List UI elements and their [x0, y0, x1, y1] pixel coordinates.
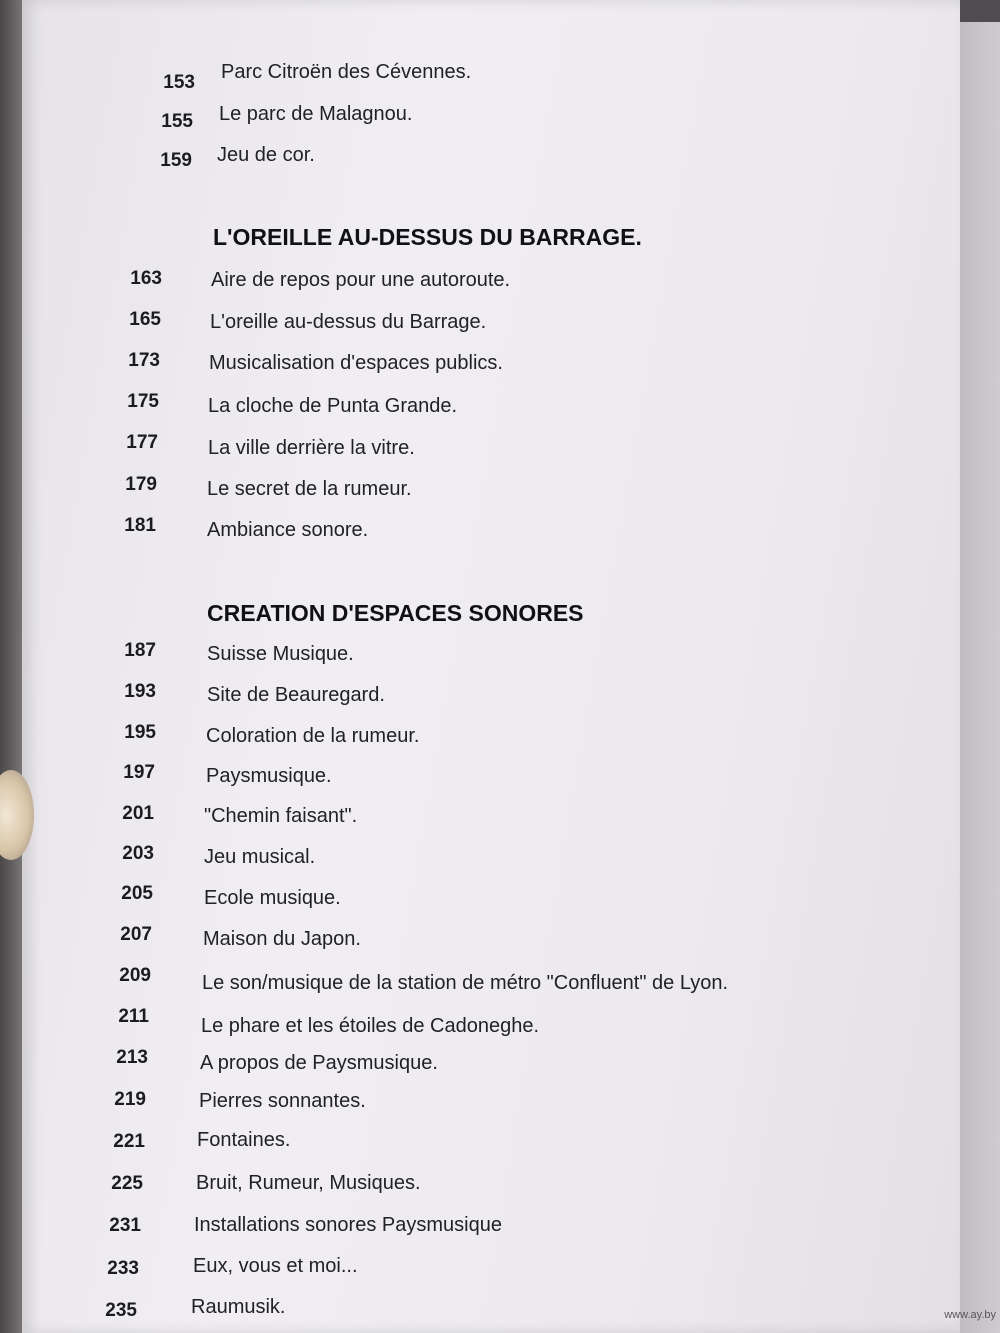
toc-page-number: 195: [124, 722, 156, 743]
toc-page-number: 179: [125, 474, 157, 495]
toc-entry-title: Le parc de Malagnou.: [219, 103, 413, 125]
toc-entry-title: Le son/musique de la station de métro "Confluent" de Lyon.: [202, 972, 729, 994]
toc-page-number: 203: [122, 843, 154, 864]
toc-page-number: 233: [107, 1258, 139, 1279]
toc-page-number: 153: [163, 72, 195, 93]
toc-entry-title: Le phare et les étoiles de Cadoneghe.: [201, 1015, 540, 1037]
toc-entry-title: Paysmusique.: [206, 765, 332, 787]
toc-page-number: 235: [105, 1300, 137, 1321]
toc-entry-title: La cloche de Punta Grande.: [208, 395, 458, 417]
toc-page-number: 225: [111, 1173, 143, 1194]
toc-entry-title: Jeu de cor.: [217, 144, 315, 166]
toc-entry-title: Suisse Musique.: [207, 643, 354, 665]
toc-page-number: 181: [124, 515, 156, 536]
toc-entry-title: L'oreille au-dessus du Barrage.: [210, 311, 487, 333]
toc-entry-title: Jeu musical.: [204, 846, 316, 868]
toc-entry-title: Parc Citroën des Cévennes.: [221, 61, 472, 83]
toc-page-number: 177: [126, 432, 158, 453]
toc-page-number: 193: [124, 681, 156, 702]
toc-page-number: 175: [127, 391, 159, 412]
toc-entry-title: Raumusik.: [191, 1296, 286, 1318]
toc-entry-title: Ecole musique.: [204, 887, 341, 909]
toc-entry-title: Ambiance sonore.: [207, 519, 369, 541]
toc-page-number: 173: [128, 350, 160, 371]
toc-page-number: 231: [109, 1215, 141, 1236]
toc-page-number: 155: [161, 111, 193, 132]
toc-page-number: 213: [116, 1047, 148, 1068]
toc-page-number: 209: [119, 965, 151, 986]
toc-page-number: 207: [120, 924, 152, 945]
toc-entry-title: Coloration de la rumeur.: [206, 725, 420, 747]
toc-page-number: 219: [114, 1089, 146, 1110]
toc-entry-title: Fontaines.: [197, 1129, 291, 1151]
toc-entry-title: Maison du Japon.: [203, 928, 361, 950]
section-heading: L'OREILLE AU-DESSUS DU BARRAGE.: [213, 224, 642, 250]
toc-entry-title: Le secret de la rumeur.: [207, 478, 412, 500]
toc-page-number: 211: [118, 1006, 149, 1027]
toc-page-number: 221: [113, 1131, 145, 1152]
toc-page-number: 205: [121, 883, 153, 904]
watermark: www.ay.by: [944, 1309, 996, 1321]
toc-page-number: 159: [160, 150, 192, 171]
toc-page-number: 165: [129, 309, 161, 330]
toc-page-number: 197: [123, 762, 155, 783]
toc-entry-title: Bruit, Rumeur, Musiques.: [196, 1172, 421, 1194]
toc-entry-title: La ville derrière la vitre.: [208, 437, 415, 459]
toc-page-number: 201: [122, 803, 154, 824]
toc-entry-title: Aire de repos pour une autoroute.: [211, 269, 511, 291]
toc-entry-title: A propos de Paysmusique.: [200, 1052, 438, 1074]
book-page: [22, 0, 960, 1333]
toc-entry-title: Installations sonores Paysmusique: [194, 1214, 502, 1236]
toc-entry-title: Site de Beauregard.: [207, 684, 385, 706]
toc-entry-title: Pierres sonnantes.: [199, 1090, 366, 1112]
toc-entry-title: Eux, vous et moi...: [193, 1255, 358, 1277]
toc-page-number: 163: [130, 268, 162, 289]
background-corner: [955, 0, 1000, 22]
section-heading: CREATION D'ESPACES SONORES: [207, 600, 584, 626]
toc-entry-title: "Chemin faisant".: [204, 805, 358, 827]
toc-page-number: 187: [124, 640, 156, 661]
toc-entry-title: Musicalisation d'espaces publics.: [209, 352, 503, 374]
